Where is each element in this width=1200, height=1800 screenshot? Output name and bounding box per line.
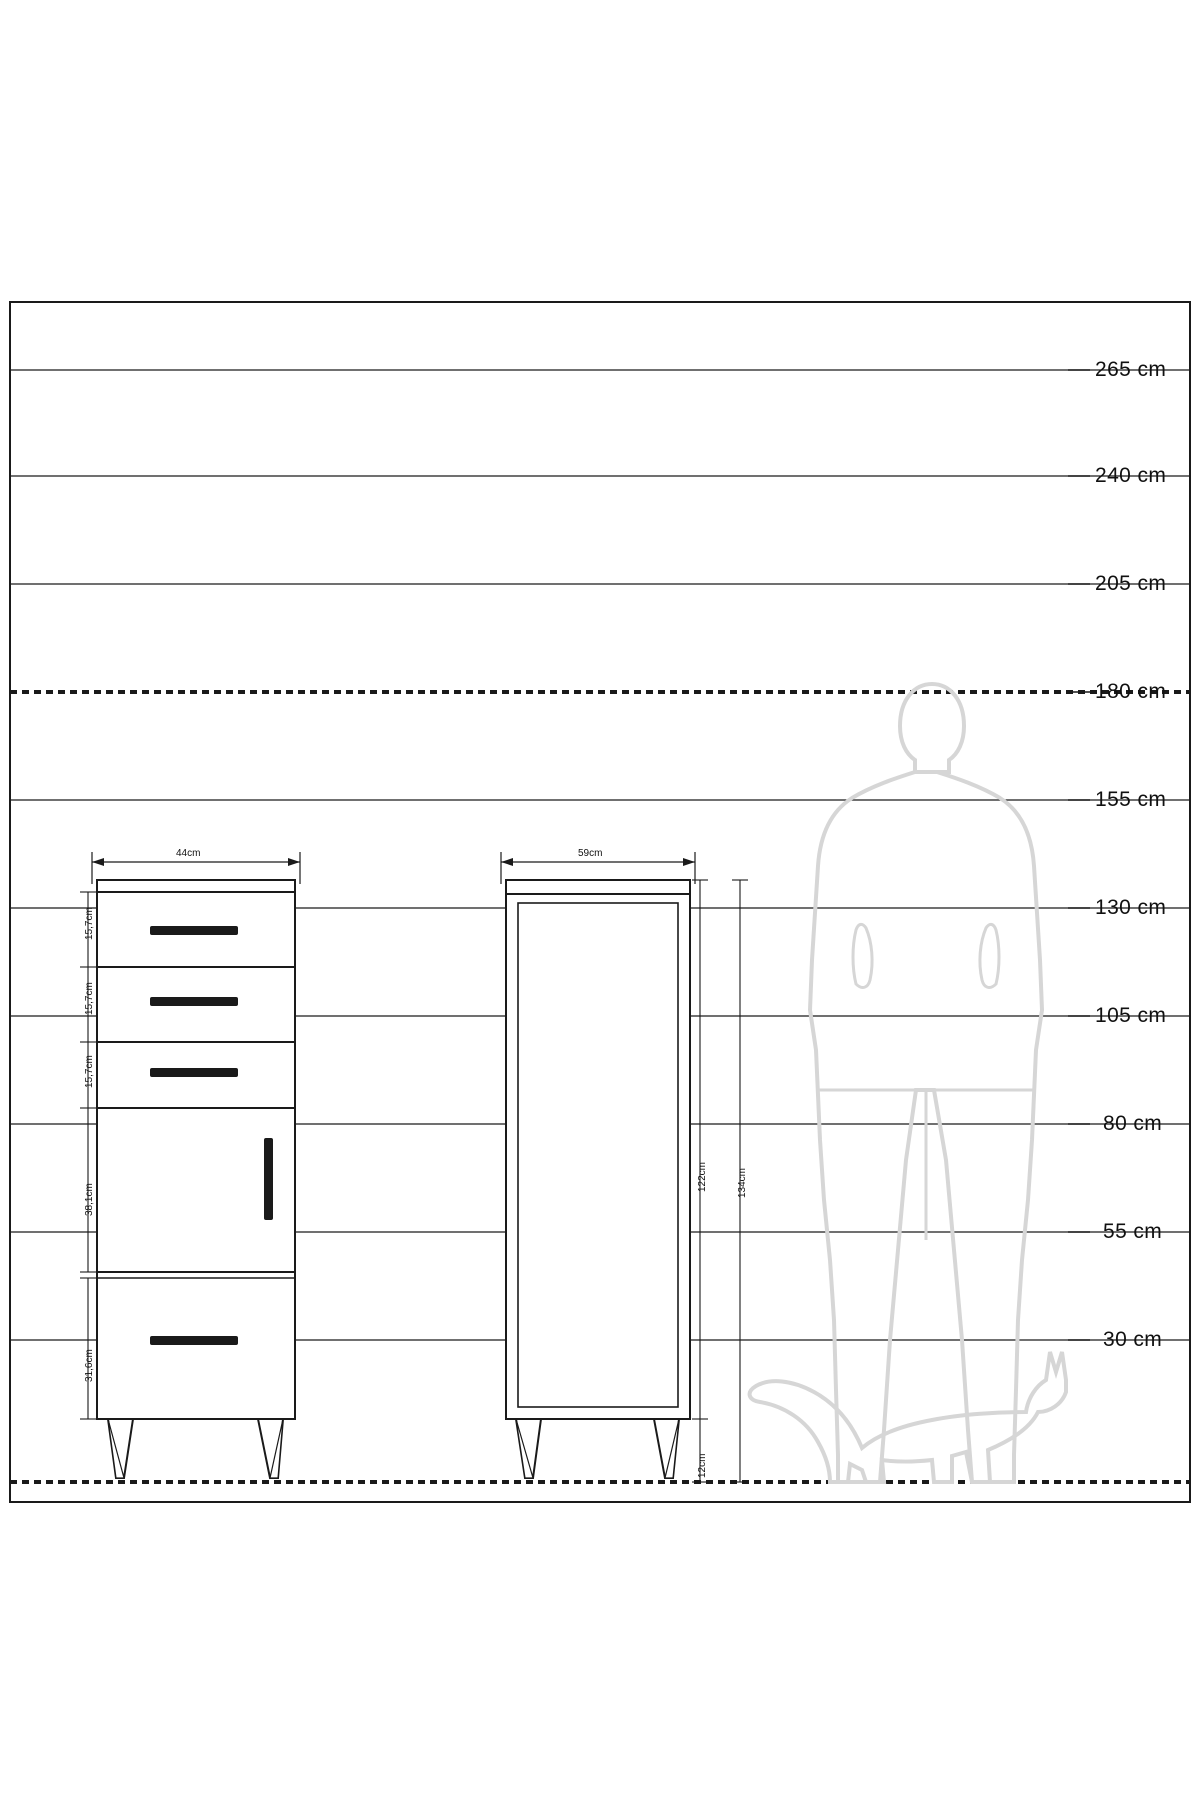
scale-label-180: 180 cm [1095, 680, 1167, 703]
dimension-label-seg-2: 15,7cm [84, 982, 95, 1015]
dimension-label-height-134: 134cm [737, 1167, 748, 1198]
dimension-label-seg-1: 15,7cm [84, 907, 95, 940]
scale-label-240: 240 cm [1095, 464, 1167, 487]
scale-label-55: 55 cm [1103, 1220, 1163, 1243]
dimension-label-seg-5: 31,6cm [84, 1349, 95, 1382]
scale-label-30: 30 cm [1103, 1328, 1163, 1351]
drawer-cabinet [97, 880, 295, 1478]
scale-label-205: 205 cm [1095, 572, 1167, 595]
drawer-handle-3 [150, 1068, 238, 1077]
scale-label-155: 155 cm [1095, 788, 1167, 811]
dimension-label-seg-4: 38,1cm [84, 1183, 95, 1216]
tall-cabinet [506, 880, 690, 1478]
scale-label-130: 130 cm [1095, 896, 1167, 919]
dimension-label-leg-12: 12cm [697, 1453, 708, 1478]
dimension-label-seg-3: 15,7cm [84, 1055, 95, 1088]
dimension-label-width-59: 59cm [578, 848, 603, 859]
door-handle-vertical [264, 1138, 273, 1220]
drawer-handle-1 [150, 926, 238, 935]
scale-label-105: 105 cm [1095, 1004, 1167, 1027]
drawer-handle-2 [150, 997, 238, 1006]
drawer-handle-4 [150, 1336, 238, 1345]
dimension-label-height-122: 122cm [697, 1161, 708, 1192]
scale-label-265: 265 cm [1095, 358, 1167, 381]
dimension-label-width-44: 44cm [176, 848, 201, 859]
scale-label-80: 80 cm [1103, 1112, 1163, 1135]
